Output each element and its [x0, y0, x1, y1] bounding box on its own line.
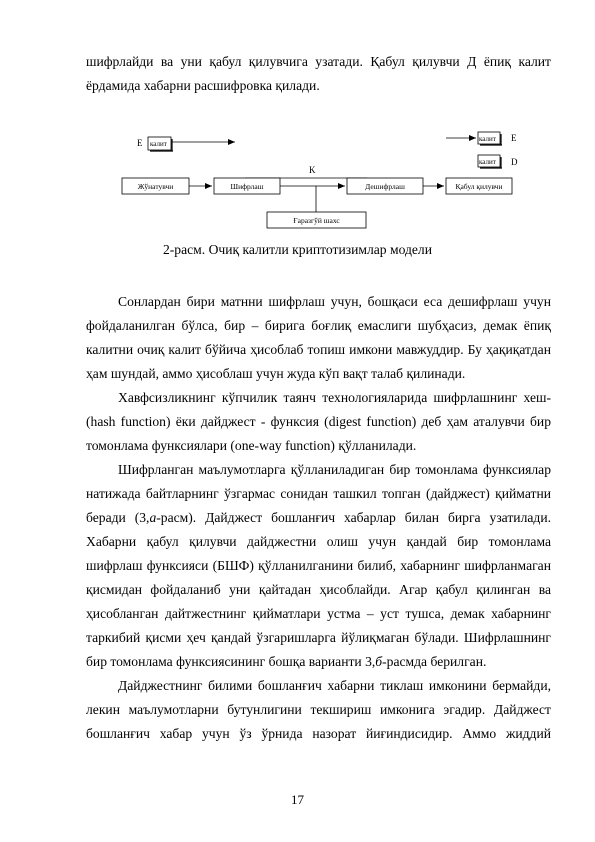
receiver-label: Қабул қилувчи — [455, 182, 503, 191]
paragraph-2: Хавфсизликнинг кўпчилик таянч технологияларида шифрлашнинг хеш- (hash function) ёки дайджест - функсия (digest function) деб ҳам аталувчи бир томонлама функсиялари (one-way function) қўлланилади. — [86, 390, 551, 453]
key-e-right — [478, 132, 502, 145]
paragraph-3-part-b: -расм). Дайджест бошланғич хабарлар билан бирга узатилади. Хабарни қабул қилувчи дайджестни олиш учун қандай бир томонлама шифрлаш функсияси (БШФ) қўлланилганини билиб, хабарнинг шифрланмаган қисмидан фойдаланиб уни қайтадан ҳисоблайди. Агар қабул қилинган ва ҳисобланган дайтжестнинг қийматлари устма – уст тушса, демак хабарнинг таркибий қисми ҳеч қандай ўзгаришларга йўлиқмаган бўлади. Шифрлашнинг бир томонлама функсиясининг бошқа варианти 3, — [86, 510, 551, 669]
key-e-right-letter: E — [511, 133, 517, 143]
key-e-left — [148, 137, 173, 151]
key-d-right-letter: D — [511, 157, 518, 167]
receiver-box — [446, 178, 512, 194]
stranger-box — [267, 212, 366, 228]
sender-label: Жўнатувчи — [137, 182, 174, 191]
figure-ref-b: б — [375, 654, 383, 669]
channel-k-label: K — [309, 165, 316, 175]
decrypt-label: Дешифрлаш — [365, 182, 405, 191]
figure-caption: 2-расм. Очиқ калитли криптотизимлар модели — [162, 242, 432, 257]
encrypt-box — [214, 178, 280, 194]
paragraph-3 — [86, 458, 551, 674]
intro-paragraph — [86, 50, 551, 98]
figure-ref-a: а — [149, 510, 157, 525]
paragraph-1: Сонлардан бири матнни шифрлаш учун, бошқаси еса дешифрлаш учун фойдаланилган бўлса, бир – бирига боғлиқ емаслиги шубҳасиз, демак ёпиқ калитни очиқ калит бўйича ҳисоблаб топиш имкони мавжуддир. Бу ҳақиқатдан ҳам шундай, аммо ҳисоблаш учун жуда кўп вақт талаб қилинади. — [86, 294, 551, 381]
key-d-right — [478, 155, 502, 168]
key-e-letter: E — [137, 138, 143, 148]
key-right-d-label: калит — [479, 158, 496, 166]
paragraph-3-part-a: Шифрланган маълумотларга қўлланиладиган бир томонлама функсиялар натижада байтларнинг ўзгармас сонидан ташкил топган (дайджест) қийматни беради (3, — [86, 462, 551, 525]
intro-text: шифрлайди ва уни қабул қилувчига узатади. Қабул қилувчи Д ёпиқ калит ёрдамида хабарни расшифровка қилади. — [86, 54, 551, 93]
decrypt-box — [347, 178, 423, 194]
encrypt-label: Шифрлаш — [230, 182, 264, 191]
paragraph-3-part-c: -расмда берилган. — [382, 654, 487, 669]
crypto-model-diagram — [117, 128, 527, 236]
stranger-label: Ғаразгўй шахс — [293, 216, 340, 225]
page-number: 17 — [291, 792, 304, 807]
key-right-e-label: калит — [479, 135, 496, 143]
paragraph-4: Дайджестнинг билими бошланғич хабарни тиклаш имконини бермайди, лекин маълумотларни бутунлигини текшириш имконига эгадир. Дайджест бошланғич хабар учун ўз ўрнида назорат йиғиндисидир. Аммо жиддий — [86, 678, 551, 741]
sender-box — [122, 178, 189, 194]
body-text — [86, 290, 551, 746]
key-left-label: калит — [150, 140, 167, 148]
